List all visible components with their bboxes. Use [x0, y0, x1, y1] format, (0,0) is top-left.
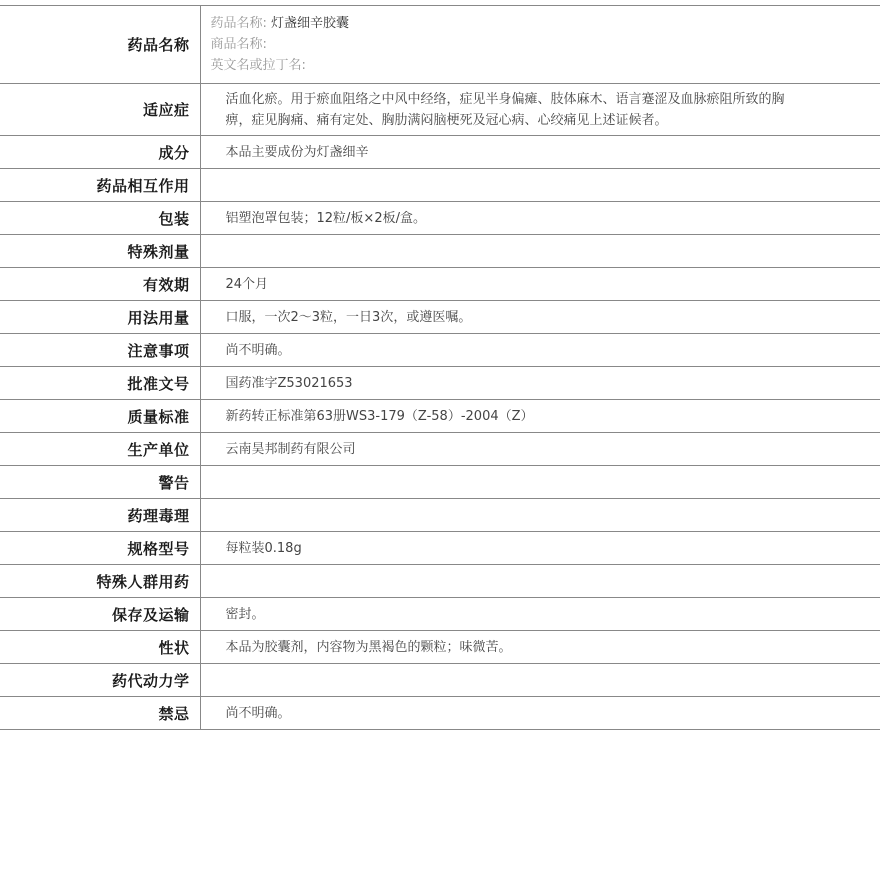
- row-label-interactions: 药品相互作用: [0, 169, 200, 202]
- table-row-specification: [0, 532, 880, 565]
- drug-name-cell: [200, 6, 880, 84]
- row-label-approval-number: 批准文号: [0, 367, 200, 400]
- table-row-drug-name: [0, 6, 880, 84]
- row-label-pharmacokinetics: 药代动力学: [0, 664, 200, 697]
- row-value-storage: 密封。: [200, 598, 880, 631]
- table-row-packaging: [0, 202, 880, 235]
- row-value-contraindications: 尚不明确。: [200, 697, 880, 730]
- row-label-pharmacology: 药理毒理: [0, 499, 200, 532]
- table-row-special-populations: [0, 565, 880, 598]
- table-row-quality-standard: [0, 400, 880, 433]
- table-row-storage: [0, 598, 880, 631]
- row-value-warning: [200, 466, 880, 499]
- row-label-manufacturer: 生产单位: [0, 433, 200, 466]
- row-label-warning: 警告: [0, 466, 200, 499]
- table-row-ingredients: [0, 136, 880, 169]
- row-label-description: 性状: [0, 631, 200, 664]
- row-value-shelf-life: 24个月: [200, 268, 880, 301]
- generic-name-value: 灯盏细辛胶囊: [271, 16, 350, 31]
- trade-name-caption: 商品名称:: [210, 37, 267, 52]
- english-name-caption: 英文名或拉丁名:: [210, 58, 306, 73]
- table-row-special-dosage: [0, 235, 880, 268]
- table-row-description: [0, 631, 880, 664]
- row-value-interactions: [200, 169, 880, 202]
- english-name-line: [211, 55, 880, 76]
- row-label-storage: 保存及运输: [0, 598, 200, 631]
- row-label-ingredients: 成分: [0, 136, 200, 169]
- row-label-special-dosage: 特殊剂量: [0, 235, 200, 268]
- row-label-packaging: 包装: [0, 202, 200, 235]
- row-value-packaging: 铝塑泡罩包装；12粒/板×2板/盒。: [200, 202, 880, 235]
- row-value-special-populations: [200, 565, 880, 598]
- table-row-contraindications: [0, 697, 880, 730]
- drug-name-block: [201, 13, 880, 76]
- row-value-special-dosage: [200, 235, 880, 268]
- trade-name-line: [211, 34, 880, 55]
- row-label-drug-name: 药品名称: [0, 6, 200, 84]
- row-value-dosage: 口服，一次2～3粒，一日3次，或遵医嘱。: [200, 301, 880, 334]
- row-value-quality-standard: 新药转正标准第63册WS3-179（Z-58）-2004（Z）: [200, 400, 880, 433]
- row-label-indication: 适应症: [0, 84, 200, 136]
- table-row-approval-number: [0, 367, 880, 400]
- row-value-specification: 每粒装0.18g: [200, 532, 880, 565]
- row-value-precautions: 尚不明确。: [200, 334, 880, 367]
- table-row-warning: [0, 466, 880, 499]
- row-label-dosage: 用法用量: [0, 301, 200, 334]
- row-label-shelf-life: 有效期: [0, 268, 200, 301]
- row-value-manufacturer: 云南昊邦制药有限公司: [200, 433, 880, 466]
- row-label-specification: 规格型号: [0, 532, 200, 565]
- table-row-interactions: [0, 169, 880, 202]
- row-value-approval-number: 国药准字Z53021653: [200, 367, 880, 400]
- row-value-indication: [200, 84, 880, 136]
- row-label-special-populations: 特殊人群用药: [0, 565, 200, 598]
- row-label-quality-standard: 质量标准: [0, 400, 200, 433]
- indication-text: 活血化瘀。用于瘀血阻络之中风中经络，症见半身偏瘫、肢体麻木、语言蹇涩及血脉瘀阻所致的胸痹，症见胸痛、痛有定处、胸肋满闷脑梗死及冠心病、心绞痛见上述证候者。: [225, 91, 785, 128]
- row-value-ingredients: 本品主要成份为灯盏细辛: [200, 136, 880, 169]
- generic-name-caption: 药品名称:: [210, 16, 267, 31]
- table-row-precautions: [0, 334, 880, 367]
- row-label-contraindications: 禁忌: [0, 697, 200, 730]
- table-row-indication: [0, 84, 880, 136]
- generic-name-line: [211, 13, 880, 34]
- table-row-pharmacokinetics: [0, 664, 880, 697]
- drug-info-table: [0, 5, 880, 730]
- table-row-dosage: [0, 301, 880, 334]
- row-value-pharmacology: [200, 499, 880, 532]
- row-value-pharmacokinetics: [200, 664, 880, 697]
- table-row-shelf-life: [0, 268, 880, 301]
- row-label-precautions: 注意事项: [0, 334, 200, 367]
- table-row-pharmacology: [0, 499, 880, 532]
- row-value-description: 本品为胶囊剂，内容物为黑褐色的颗粒；味微苦。: [200, 631, 880, 664]
- table-row-manufacturer: [0, 433, 880, 466]
